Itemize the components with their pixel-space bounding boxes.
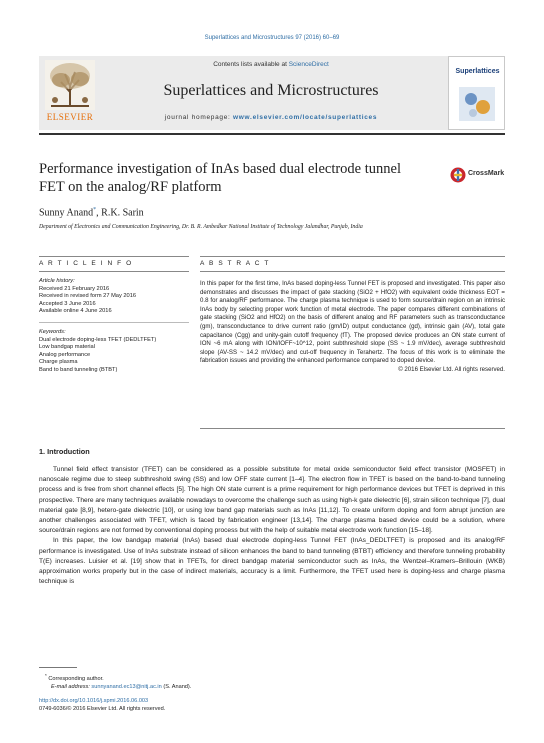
corresponding-author-mark[interactable]: * <box>93 207 97 213</box>
cover-artwork-icon <box>459 87 495 121</box>
body-paragraph: Tunnel field effect transistor (TFET) can be considered as a possible substitute for metal oxide semiconductor field effect transistor (MOSFET) in nanoscale regime due to steep subthreshold swing (SS) and low OFF state current [1–4]. The electron flow in TFET is based on the band-to-band tunneling process and is free from short channel effects [5]. The high ON state current is a prime requirement for high performance devices but TFET is deprived in this prospective. There are many techniques available nowadays to overcome the challenge such as using high-k gate dielectric [6], strain silicon technique [7], dual material gate [8,9], hetero-gate dielectric [10], or using low band gap materials such as InAs [11,12]. To create uniform doping and form abrupt junction are another challenges associated with TFET, which is faced by fabrication engineer [13,14]. The charge plasma based device could be a solution, where source/drain regions are not formed by conventional doping process but with the help of suitable metal electrode work function [15–18]. <box>39 466 505 535</box>
keyword-item: Analog performance <box>39 351 91 358</box>
header-divider <box>39 133 505 135</box>
footnote-mark: * <box>45 673 47 678</box>
doi-link[interactable]: http://dx.doi.org/10.1016/j.spmi.2016.06.003 <box>39 698 149 705</box>
email-suffix: (S. Anand). <box>161 684 192 691</box>
cover-title: Superlattices <box>455 68 500 75</box>
crossmark-icon <box>450 166 466 184</box>
history-item: Accepted 3 June 2016 <box>39 300 96 307</box>
abstract-bottom-rule <box>200 428 505 429</box>
email-link[interactable]: sunnyanand.ec13@nitj.ac.in <box>91 684 162 691</box>
footnotes <box>39 672 505 714</box>
article-history-label: Article history: <box>39 278 75 284</box>
journal-cover-thumbnail[interactable] <box>448 56 505 130</box>
paper-title: Performance investigation of InAs based dual electrode tunnel FET on the analog/RF platform <box>39 161 401 195</box>
author-separator: , <box>96 207 102 219</box>
issn-line: 0749-6036/© 2016 Elsevier Ltd. All rights reserved. <box>39 706 166 713</box>
abstract-heading-rule <box>200 271 505 272</box>
keyword-item: Dual electrode doping-less TFET (DEDLTFET) <box>39 336 157 343</box>
crossmark-label: CrossMark <box>468 170 505 177</box>
author-name[interactable]: R.K. Sarin <box>101 207 144 219</box>
abstract-heading: A B S T R A C T <box>200 260 270 267</box>
abstract-text: In this paper for the first time, InAs based doping-less Tunnel FET is proposed and investigated. This paper also demonstrates and discusses the impact of gate stacking (SiO2 + HfO2) with equivalent oxide thickness EOT = 0.8 for analog/RF performance. The charge plasma technique is used to form source/drain region on an intrinsic InAs body by selecting proper work function of metal electrode. The paper compares different combinations of gate stacking (SiO2 and HfO2) on the basis of different analog and RF parameters such as transconductance (gm), transconductance to drive current ratio (gm/ID) output conductance (gd), intrinsic gain (AV), total gate capacitance (Cgg) and unity-gain cutoff frequency (fT). The proposed device produces an ON state current of ION ~6 mA along with ION/IOFF~10^12, point subthreshold slope (SS ~ 1.9 mV/dec), average subthreshold slope (AV-SS ~ 14.2 mV/dec) and cut-off frequency in Terahertz. The focus of this work is to eliminate the fabrication issues and providing the enhanced performance compared to doped device. <box>200 280 505 365</box>
journal-homepage-line <box>101 114 441 121</box>
history-item: Received in revised form 27 May 2016 <box>39 293 137 300</box>
article-info-heading-rule <box>39 271 189 272</box>
keywords-label: Keywords: <box>39 328 66 335</box>
article-info-heading: A R T I C L E I N F O <box>39 260 133 267</box>
homepage-label: journal homepage: <box>164 114 234 121</box>
abstract-top-rule <box>200 256 505 257</box>
email-note <box>39 683 505 691</box>
copyright-line: © 2016 Elsevier Ltd. All rights reserved. <box>398 365 505 373</box>
section-heading-introduction: 1. Introduction <box>39 447 90 456</box>
email-label: E-mail address: <box>51 684 92 691</box>
body-paragraph: In this paper, the low bandgap material (InAs) based dual electrode doping-less Tunnel FET (InAs_DEDLTFET) is proposed and its analog/RF performance is investigated. Use of InAs substrate instead of silicon enhances the band to band tunneling (BTBT) efficiency and therefore tunneling probability T(E) increases. Luisier et al. [19] show that in TFETs, for direct bandgap material semiconductor such as InAs, the Wentzel–Kramers–Brillouin (WKB) approximation works properly but in the case of indirect materials, accuracy is a limit. Furthermore, the TFET used here is doping-less and charge plasma technique is <box>39 537 505 586</box>
homepage-link[interactable]: www.elsevier.com/locate/superlattices <box>233 114 378 121</box>
elsevier-tree-icon <box>39 56 101 112</box>
keyword-item: Charge plasma <box>39 359 78 366</box>
keyword-item: Low bandgap material <box>39 344 95 351</box>
journal-reference[interactable]: Superlattices and Microstructures 97 (2016) 60–69 <box>204 35 340 41</box>
corresponding-author-note <box>39 672 505 683</box>
history-item: Received 21 February 2016 <box>39 285 110 292</box>
contents-prefix: Contents lists available at <box>213 61 289 68</box>
keywords-rule <box>39 322 189 323</box>
article-info-top-rule <box>39 256 189 257</box>
crossmark-badge[interactable] <box>450 166 506 184</box>
contents-available-line <box>101 61 441 68</box>
article-info-section <box>39 256 189 375</box>
author-list <box>39 207 144 218</box>
keyword-item: Band to band tunneling (BTBT) <box>39 366 118 373</box>
introduction-body <box>39 465 505 587</box>
corresponding-author-text: Corresponding author. <box>48 675 104 682</box>
abstract-section <box>200 256 505 373</box>
history-item: Available online 4 June 2016 <box>39 308 112 315</box>
footnote-rule <box>39 667 77 668</box>
affiliation: Department of Electronics and Communication Engineering, Dr. B. R. Ambedkar National Institute of Technology Jalandhar, Punjab, India <box>39 224 363 230</box>
elsevier-wordmark: ELSEVIER <box>46 112 94 122</box>
journal-title[interactable]: Superlattices and Microstructures <box>163 82 379 99</box>
author-name[interactable]: Sunny Anand <box>39 207 94 219</box>
sciencedirect-link[interactable]: ScienceDirect <box>288 61 329 68</box>
